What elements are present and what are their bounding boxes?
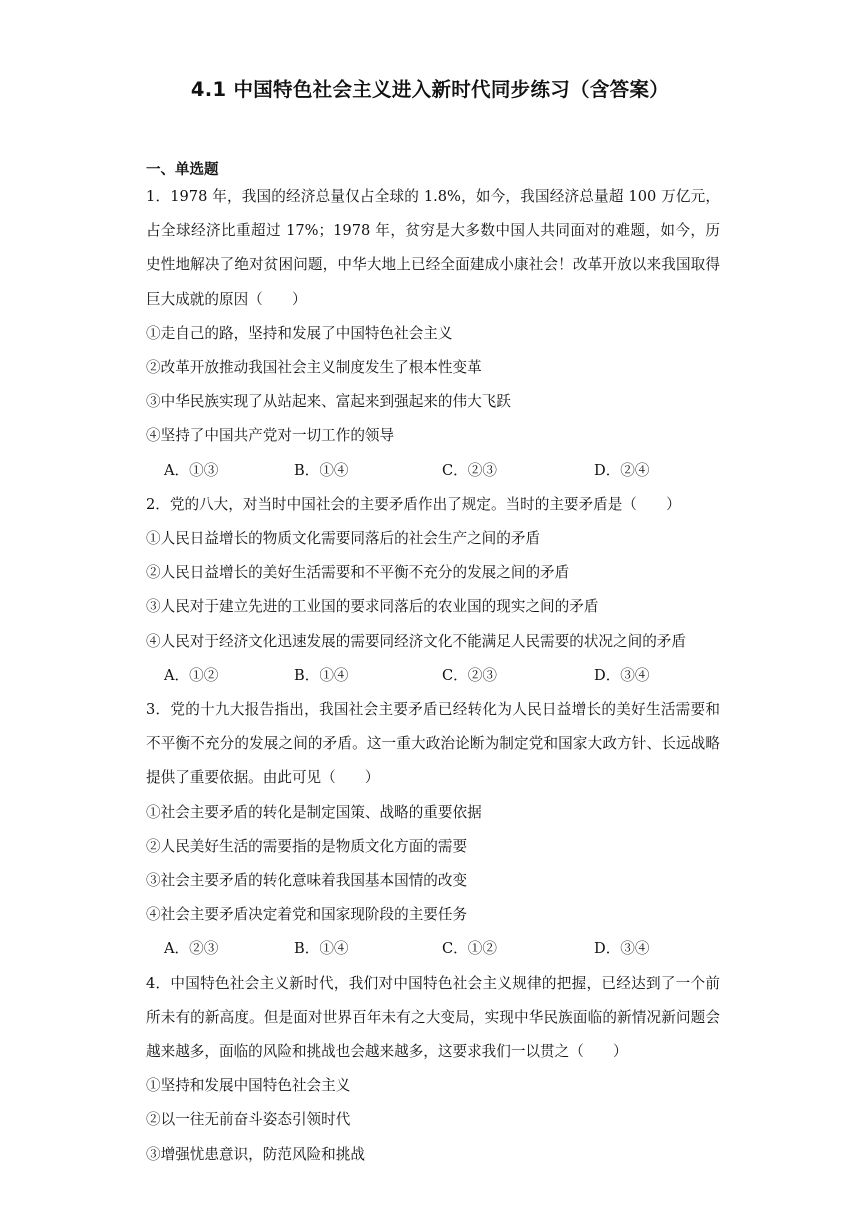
question-3	[146, 693, 720, 967]
choice-a: A．②③	[164, 940, 219, 958]
answer-choices	[146, 932, 720, 966]
choice-c: C．②③	[442, 461, 497, 479]
document-title: 4.1 中国特色社会主义进入新时代同步练习（含答案）	[190, 78, 670, 101]
choice-b: B．①④	[294, 666, 349, 684]
choice-c: C．①②	[442, 940, 497, 958]
choice-d: D．③④	[594, 940, 650, 958]
choice-d: D．②④	[594, 461, 650, 479]
statement-option: ④社会主要矛盾决定着党和国家现阶段的主要任务	[146, 906, 468, 924]
statement-option: ①人民日益增长的物质文化需要同落后的社会生产之间的矛盾	[146, 530, 541, 548]
statement-option: ④人民对于经济文化迅速发展的需要同经济文化不能满足人民需要的状况之间的矛盾	[146, 632, 686, 650]
statement-option: ④坚持了中国共产党对一切工作的领导	[146, 427, 395, 445]
question-stem: 2．党的八大，对当时中国社会的主要矛盾作出了规定。当时的主要矛盾是（ ）	[146, 495, 681, 513]
choice-c: C．②③	[442, 666, 497, 684]
statement-option: ②改革开放推动我国社会主义制度发生了根本性变革	[146, 359, 482, 377]
question-2	[146, 488, 720, 693]
statement-option: ③增强忧患意识，防范风险和挑战	[146, 1145, 365, 1163]
statement-option: ③中华民族实现了从站起来、富起来到强起来的伟大飞跃	[146, 393, 511, 411]
statement-option: ①走自己的路，坚持和发展了中国特色社会主义	[146, 324, 453, 342]
statement-option: ①社会主要矛盾的转化是制定国策、战略的重要依据	[146, 803, 482, 821]
question-stem: 1．1978 年，我国的经济总量仅占全球的 1.8%，如今，我国经济总量超 100 万亿元，占全球经济比重超过 17%；1978 年，贫穷是大多数中国人共同面对的难题，如今，历史性地解决了绝对贫困问题，中华大地上已经全面建成小康社会！改革开放以来我国取得巨大成就的原因（ ）	[146, 188, 720, 308]
statement-option: ②以一往无前奋斗姿态引领时代	[146, 1111, 351, 1129]
question-stem: 4．中国特色社会主义新时代，我们对中国特色社会主义规律的把握，已经达到了一个前所未有的新高度。但是面对世界百年未有之大变局，实现中华民族面临的新情况新问题会越来越多，面临的风险和挑战也会越来越多，这要求我们一以贯之（ ）	[146, 974, 720, 1061]
statement-option: ②人民美好生活的需要指的是物质文化方面的需要	[146, 837, 468, 855]
choice-a: A．①③	[164, 461, 219, 479]
section-heading: 一、单选题	[146, 162, 219, 178]
question-list	[146, 180, 720, 1172]
statement-option: ①坚持和发展中国特色社会主义	[146, 1077, 351, 1095]
question-4	[146, 967, 720, 1172]
answer-choices	[146, 659, 720, 693]
choice-b: B．①④	[294, 461, 349, 479]
question-1	[146, 180, 720, 488]
answer-choices	[146, 454, 720, 488]
statement-option: ②人民日益增长的美好生活需要和不平衡不充分的发展之间的矛盾	[146, 564, 570, 582]
question-stem: 3．党的十九大报告指出，我国社会主要矛盾已经转化为人民日益增长的美好生活需要和不平衡不充分的发展之间的矛盾。这一重大政治论断为制定党和国家大政方针、长远战略提供了重要依据。由此可见（ ）	[146, 701, 720, 787]
choice-a: A．①②	[164, 666, 219, 684]
statement-option: ③社会主要矛盾的转化意味着我国基本国情的改变	[146, 872, 468, 890]
choice-d: D．③④	[594, 666, 650, 684]
choice-b: B．①④	[294, 940, 349, 958]
statement-option: ③人民对于建立先进的工业国的要求同落后的农业国的现实之间的矛盾	[146, 598, 599, 616]
